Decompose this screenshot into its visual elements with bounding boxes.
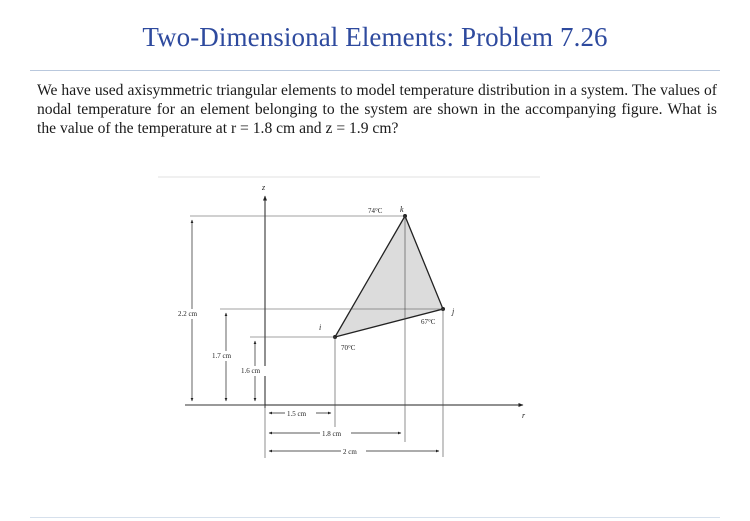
dim-label-15: 1.5 cm (287, 410, 307, 418)
dim-label-16: 1.6 cm (241, 367, 261, 375)
z-axis-label: z (262, 183, 266, 192)
node-k-temp: 74°C (368, 207, 383, 215)
problem-statement: We have used axisymmetric triangular elements to model temperature distribution in a system. The values of nodal temperature for an element belonging to the system are shown in the accompanying figure. What is the value of the temperature at r = 1.8 cm and z = 1.9 cm? (37, 82, 717, 137)
dim-label-17: 1.7 cm (212, 352, 232, 360)
dim-label-18: 1.8 cm (322, 430, 342, 438)
node-i-label: i (319, 323, 322, 332)
node-j-temp: 67°C (421, 318, 436, 326)
dim-label-2: 2 cm (343, 448, 357, 456)
node-i-temp: 70°C (341, 344, 356, 352)
r-axis-label: r (522, 411, 526, 420)
dim-label-22: 2.2 cm (178, 310, 198, 318)
page-title: Two-Dimensional Elements: Problem 7.26 (142, 22, 608, 52)
bottom-divider (30, 517, 720, 518)
node-k-label: k (400, 205, 404, 214)
node-j-label: j (452, 307, 455, 316)
